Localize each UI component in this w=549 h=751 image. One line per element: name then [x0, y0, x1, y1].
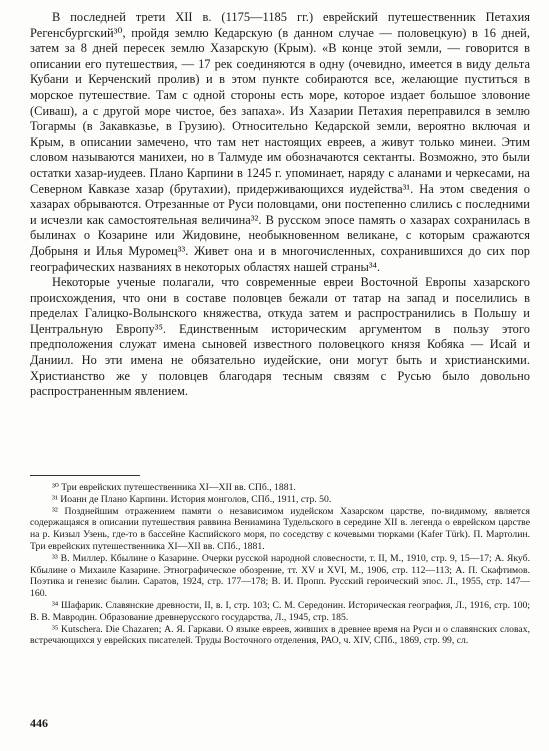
footnote-35: ³⁵ Kutschera. Die Chazaren; А. Я. Гаркави. О языке евреев, живших в древнее время на Руси и о славянских словах, встречающихся у еврейских писателей. Труды Восточного отделения, РАО, ч. XIV, СПб., 1869, стр. 99, сл.: [30, 623, 530, 647]
footnote-30: ³⁰ Три еврейских путешественника XI—XII вв. СПб., 1881.: [52, 482, 296, 493]
paragraph-2: Некоторые ученые полагали, что современные евреи Восточной Европы хазарского происхождения, что они в составе половцев бежали от татар на запад и поселились в пределах Галицко-Волынского княжества, откуда затем и распространились в Польшу и Центральную Европу³⁵. Единственным историческим аргументом в пользу этого предположения служат имена сыновей известного половецкого князя Кобяка — Исай и Даниил. Но эти имена не обязательно иудейские, они могут быть и христианскими. Христианство же у половцев благодаря тесным связям с Русью было довольно распространенным явлением.: [30, 275, 530, 399]
main-text: [30, 10, 530, 400]
footnote-32: ³² Позднейшим отражением памяти о независимом иудейском Хазарском царстве, по-видимому, является содержащаяся в описании путешествия раввина Вениамина Тудельского в середине XII в. легенда о еврейском царстве на р. Кизыл Узень, где-то в бассейне Каспийского моря, по соседству с кочевыми тюрками (Kafer Türk). П. Мартолин. Три еврейских путешественника XI—XII вв. СПб., 1881.: [30, 505, 530, 552]
page-number: 446: [30, 716, 48, 730]
footnote-31: ³¹ Иоанн де Плано Карпини. История монголов, СПб., 1911, стр. 50.: [52, 493, 332, 505]
footnote-33: ³³ В. Миллер. Кбылине о Казарине. Очерки русской народной словесности, т. II, М., 1910, стр. 9, 15—17; А. Якуб. Кбылине о Михаиле Казарине. Этнографическое обозрение, тт. XV и XVI, М., 1906, стр. 112—113; А. П. Скафтимов. Поэтика и генезис былин. Саратов, 1924, стр. 177—178; В. И. Пропп. Русский героический эпос. Л., 1955, стр. 147—160.: [30, 552, 530, 600]
footnote-divider: [30, 475, 140, 476]
footnote-34: ³⁴ Шафарик. Славянские древности, II, в. I, стр. 103; С. М. Середонин. Историческая география, Л., 1916, стр. 100; В. В. Мавродин. Образование древнерусского государства, Л., 1945, стр. 185.: [30, 599, 530, 623]
footnotes: [30, 482, 530, 647]
paragraph-1: В последней трети XII в. (1175—1185 гг.) еврейский путешественник Петахия Регенсбургский³⁰, пройдя землю Кедарскую (в данном случае — половецкую) в 16 дней, затем за 8 дней пересек землю Хазарскую (Крым). «В конце этой земли, — говорится в описании его путешествия, — 17 рек соединяются в одну (очевидно, имеется в виду дельта Кубани и Керченский пролив) и в этом пункте собираются все, желающие пуститься в морское путешествие. Там с одной стороны есть море, которое издает большое зловоние (Сиваш), а с другой море чистое, без запаха». Из Хазарии Петахия переправился в землю Тогармы (в Закавказье, в Грузию). Относительно Кедарской земли, вероятно включая и Крым, в описании замечено, что там нет настоящих евреев, а живут только минеи. Этим словом называются манихеи, но в Талмуде им обозначаются сектанты. Возможно, это были остатки хазар-иудеев. Плано Карпини в 1245 г. упоминает, наряду с аланами и черкесами, на Северном Кавказе хазар (брутахии), придерживающихся иудейства³¹. На этом сведения о хазарах обрываются. Отрезанные от Руси половцами, они постепенно слились с последними и исчезли как самостоятельная величина³². В русском эпосе память о хазарах сохранилась в былинах о Козарине или Жидовине, необыкновенном великане, с которым сражаются Добрыня и Илья Муромец³³. Живет она и в многочисленных, сохранившихся до сих пор географических названиях в некоторых областях нашей страны³⁴.: [30, 10, 530, 274]
